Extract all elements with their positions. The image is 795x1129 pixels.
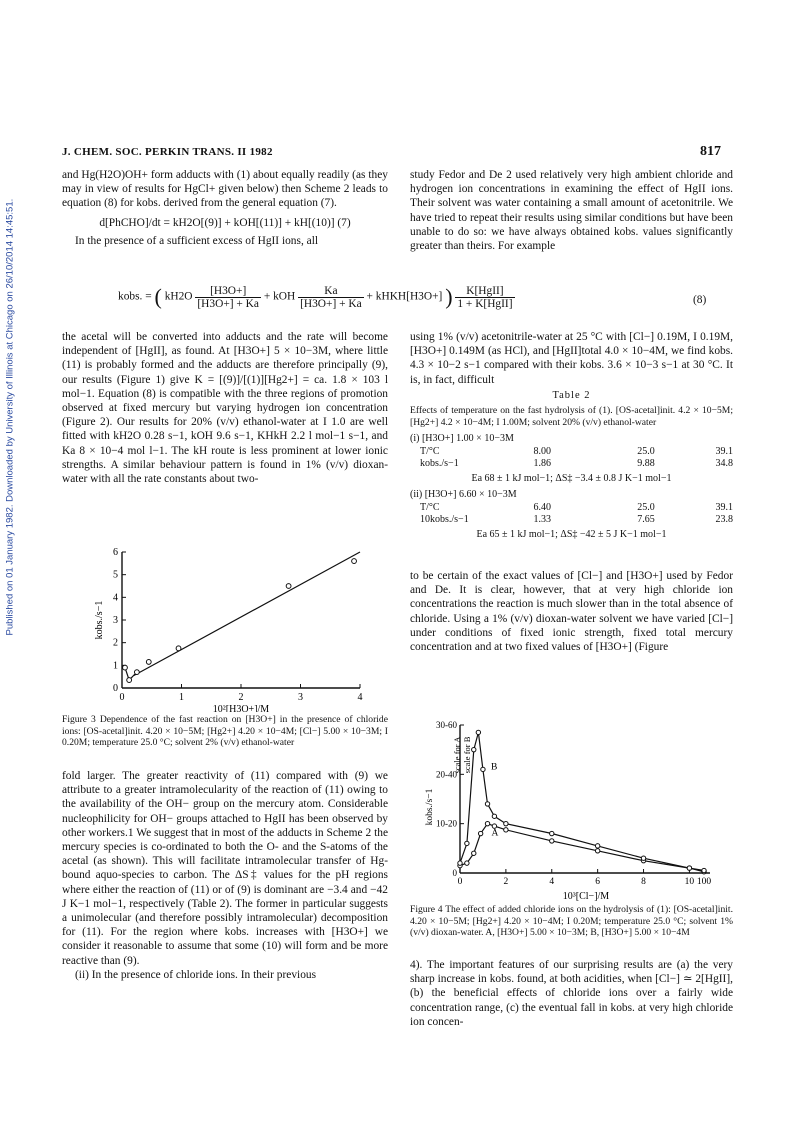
x-tick-label: 4	[549, 877, 555, 887]
eq8-number: (8)	[693, 294, 707, 306]
data-point	[286, 584, 291, 589]
figure-3-chart	[62, 540, 388, 712]
y-tick-label: 4	[113, 592, 118, 604]
fraction-numerator: [H3O+]	[195, 285, 261, 298]
y-tick-label: 2	[113, 637, 118, 649]
data-point	[641, 856, 645, 860]
data-point	[485, 802, 489, 806]
table-title: Table 2	[552, 390, 591, 401]
data-point	[146, 660, 151, 665]
figure-4-chart	[410, 715, 733, 905]
data-point	[504, 828, 508, 832]
page-number: 817	[700, 144, 721, 159]
paragraph: to be certain of the exact values of [Cl−] and [H3O+] used by Fedor and De. It is clear, however, that at very high chloride ion concentrations the reaction is much slower than in the total absence of chloride. Using a 1% (v/v) dioxan-water solvent we have varied [Cl−] under conditions of fixed ionic strength, fixed total mercury concentration and at two fixed values of [H3O+] (Figure	[410, 570, 733, 654]
table-cell: 1.86	[533, 458, 551, 470]
row-label: T/°C	[420, 445, 440, 457]
activation-parameters: Ea 68 ± 1 kJ mol−1; ΔS‡ −3.4 ± 0.8 J K−1 mol−1	[471, 472, 672, 484]
data-point	[504, 821, 508, 825]
table-cell: 9.88	[637, 458, 655, 470]
paragraph: 4). The important features of our surprising results are (a) the very sharp increase in kobs. found, at both acidities, when [Cl−] ≃ 2[HgII], (b) the beneficial effects of chloride ions over a fairly wide concentration range, (c) the eventual fall in kobs. at very high chloride ion concen-	[410, 959, 733, 1028]
data-point	[478, 831, 482, 835]
y-axis-label: kobs./s−1	[94, 600, 105, 640]
paragraph: the acetal will be converted into adducts and the rate will become independent of [HgII], as found. At [H3O+] 5 × 10−3M, where little (11) is probably formed and the adducts are therefore principally (9), our results (Figure 1) give K = [(9)]/[(1)][Hg2+] = ca. 1.8 × 103 l mol−1. Equation (8) is compatible with the three regions of promotion observed at fixed mercury but varying hydrogen ion concentration (Figure 2). Our results for 20% (v/v) ethanol-water at I 1.0 are well fitted with kH2O 0.28 s−1, kOH 9.6 s−1, KHkH 2.2 l mol−1 s−1, and Ka 8 × 10−4 mol l−1. The kH route is less prominent at lower ionic strengths. A similar behaviour pattern is found in 1% (v/v) dioxan-water with all the rate constants about two-	[62, 331, 388, 486]
fit-line	[134, 552, 360, 676]
table-cell: 25.0	[637, 501, 655, 513]
eq8-fraction1	[195, 285, 261, 310]
paragraph: and Hg(H2O)OH+ form adducts with (1) about equally readily (as they may in view of results for HgCl+ given below) then Scheme 2 leads to equation (8) for kobs. derived from the general equation (7).	[62, 169, 388, 210]
data-point	[465, 841, 469, 845]
right-after-table-column	[410, 569, 733, 654]
eq8-lhs: kobs. =	[118, 290, 152, 303]
row-label: T/°C	[420, 501, 440, 513]
y-tick-label: 0	[113, 683, 118, 694]
data-point	[550, 839, 554, 843]
table-cell: 6.40	[533, 501, 551, 513]
y-tick-label: 5	[113, 569, 118, 581]
paragraph: study Fedor and De 2 used relatively very high ambient chloride and hydrogen ion concentrations in examining the effect of HgII ions. Their solvent was water containing a small amount of acetonitrile. We have tried to repeat their results using similar conditions but have been unable to do so: we have always obtained kobs. values significantly greater than theirs. For example	[410, 169, 733, 253]
table-cell: 34.8	[715, 458, 733, 470]
paragraph: (ii) In the presence of chloride ions. In their previous	[75, 968, 317, 981]
table-cell: 39.1	[715, 501, 733, 513]
fraction-denominator: [H3O+] + Ka	[300, 297, 362, 310]
curve-a-label: A	[491, 828, 499, 839]
table-caption: Effects of temperature on the fast hydrolysis of (1). [OS-acetal]init. 4.2 × 10−5M; [Hg2+] 4.2 × 10−4M; I 1.00M; solvent 20% (v/v) ethanol-water	[410, 405, 733, 428]
left-top-column	[62, 168, 388, 248]
table-row	[410, 502, 733, 515]
figure-4	[410, 715, 733, 905]
y-tick-label: 3	[113, 615, 118, 626]
x-tick-label: 10	[684, 877, 695, 887]
data-point	[687, 866, 691, 870]
y-tick-label: 10-20	[436, 818, 457, 829]
fraction-numerator: K[HgII]	[455, 285, 514, 298]
row-label: 10kobs./s−1	[420, 514, 469, 526]
y-tick-label: 1	[113, 660, 118, 672]
left-bottom-column	[62, 769, 388, 982]
table-section-1	[410, 433, 733, 485]
eq8-term2: + kOH	[263, 290, 296, 303]
equation-8: kobs. = ( kH2O $\frac{[H3O+]}{[H3O+] + Ka}$ + kOH $\frac{Ka}{[H3O+] + Ka}$ + kHKH[H3O+] ) $\frac{\text{K[HgII]}}{\text{1 + K[HgII]}}$ (8)	[118, 284, 707, 310]
table-cell: 25.0	[637, 445, 655, 457]
right-middle-column	[410, 330, 733, 387]
table-2	[410, 390, 733, 541]
eq8-fraction3	[455, 285, 514, 310]
data-point	[595, 844, 599, 848]
data-point	[702, 868, 706, 872]
fraction-denominator: [H3O+] + Ka	[197, 297, 259, 310]
table-section-2	[410, 489, 733, 541]
figure-3	[62, 540, 388, 712]
data-point	[472, 747, 476, 751]
table-cell: 8.00	[533, 445, 551, 457]
series-line-b	[460, 732, 704, 870]
x-tick-label: 4	[357, 692, 363, 703]
data-point	[492, 814, 496, 818]
eq8-term3: + kHKH[H3O+]	[366, 290, 443, 303]
figure-4-caption: Figure 4 The effect of added chloride ions on the hydrolysis of (1): [OS-acetal]init. 4.20 × 10−5M; [Hg2+] 4.20 × 10−4M; I 0.20M; temperature 25.0 °C; solvent 1% (v/v) dioxan-water. A, [H3O+] 5.00 × 10−3M; B, [H3O+] 5.00 × 10−4M	[410, 904, 733, 939]
eq8-fraction2	[298, 285, 364, 310]
section-heading: (i) [H3O+] 1.00 × 10−3M	[410, 433, 514, 445]
x-axis-label: 10³[Cl−]/M	[562, 891, 610, 902]
data-point	[458, 861, 462, 865]
curve-b-label: B	[490, 762, 498, 773]
journal-header: J. CHEM. SOC. PERKIN TRANS. II 1982	[62, 146, 273, 158]
data-point	[127, 678, 132, 683]
table-row	[410, 514, 733, 527]
table-cell: 1.33	[533, 514, 551, 526]
row-label: kobs./s−1	[420, 458, 459, 470]
x-tick-label: 6	[595, 877, 601, 887]
eq8-term1: kH2O	[164, 290, 193, 303]
x-tick-label: 3	[298, 692, 303, 703]
data-point	[476, 730, 480, 734]
data-point	[352, 559, 357, 564]
section-heading: (ii) [H3O+] 6.60 × 10−3M	[410, 489, 517, 501]
x-tick-label: 1	[179, 692, 184, 703]
scale-a-label: scale for A	[452, 736, 462, 774]
table-cell: 39.1	[715, 445, 733, 457]
x-tick-label: 100	[696, 877, 712, 887]
y-tick-label: 6	[113, 547, 118, 558]
data-point	[472, 851, 476, 855]
data-point	[595, 849, 599, 853]
right-top-column	[410, 168, 733, 253]
x-tick-label: 0	[457, 877, 463, 887]
figure-3-caption: Figure 3 Dependence of the fast reaction on [H3O+] in the presence of chloride ions: [OS-acetal]init. 4.20 × 10−5M; [Hg2+] 4.20 × 10−4M; [Cl−] 5.00 × 10−3M; I 0.20M; temperature 25.0 °C; solvent 2% (v/v) ethanol-water	[62, 714, 388, 749]
left-middle-column	[62, 330, 388, 486]
fraction-denominator: 1 + K[HgII]	[457, 297, 513, 310]
x-tick-label: 2	[238, 692, 244, 703]
paragraph: using 1% (v/v) acetonitrile-water at 25 °C with [Cl−] 0.19M, I 0.19M, [H3O+] 0.149M (as HCl), and [HgII]total 4.0 × 10−4M, we find kobs. 4.3 × 10−2 s−1 compared with their kobs. 3.6 × 10−3 s−1 at 30 °C. It is, in fact, difficult	[410, 331, 733, 386]
data-point	[123, 665, 128, 670]
scale-b-label: scale for B	[462, 736, 472, 774]
x-tick-label: 8	[641, 877, 646, 887]
data-point	[134, 670, 139, 675]
equation-7: d[PhCHO]/dt = kH2O[(9)] + kOH[(11)] + kH[(10)] (7)	[99, 216, 351, 229]
data-point	[481, 767, 485, 771]
fraction-numerator: Ka	[298, 285, 364, 298]
table-row	[410, 458, 733, 471]
table-cell: 7.65	[637, 514, 655, 526]
y-tick-label: 0	[452, 868, 457, 878]
y-tick-label: 30-60	[436, 720, 457, 730]
table-cell: 23.8	[715, 514, 733, 526]
paragraph: fold larger. The greater reactivity of (11) compared with (9) we attribute to a greater intramolecularity of the reaction of (11) owing to the availability of the OH− group on the mercury atom. Considerable nucleophilicity for OH− groups attached to HgII has been observed by other workers.1 We suggest that in most of the adducts in Scheme 2 the mercury species is co-ordinated to both the O- and the S-atoms of the acetal (as shown). This will facilitate intramolecular transfer of Hg-bound aquo-species to carbon. The ΔS‡ values for the pH regions where either the reaction of (11) or of (9) is dominant are −3.4 and −42 J K−1 mol−1, respectively (Table 2). The former in particular suggests a unimolecular (and therefore possibly intramolecular) decomposition for (11). For the region where kobs. increases with [H3O+] we consider it reasonable to assume that some (10) will form and be more reactive than (9).	[62, 770, 388, 967]
data-point	[550, 831, 554, 835]
data-point	[485, 821, 489, 825]
download-watermark: Published on 01 January 1982. Downloaded by University of Illinois at Chicago on 26/10/2014 14:45:51.	[4, 198, 16, 636]
data-point	[465, 861, 469, 865]
y-tick-label: 20-40	[436, 769, 457, 780]
right-bottom-column	[410, 958, 733, 1029]
activation-parameters: Ea 65 ± 1 kJ mol−1; ΔS‡ −42 ± 5 J K−1 mol−1	[476, 528, 667, 540]
x-tick-label: 0	[119, 692, 125, 703]
x-axis-label: 10²[H3O+]/M	[212, 704, 270, 712]
data-point	[176, 646, 181, 651]
y-axis-label: kobs./s−1	[425, 788, 435, 826]
x-tick-label: 2	[503, 877, 509, 887]
table-row	[410, 446, 733, 459]
paragraph: In the presence of a sufficient excess of HgII ions, all	[75, 234, 319, 247]
